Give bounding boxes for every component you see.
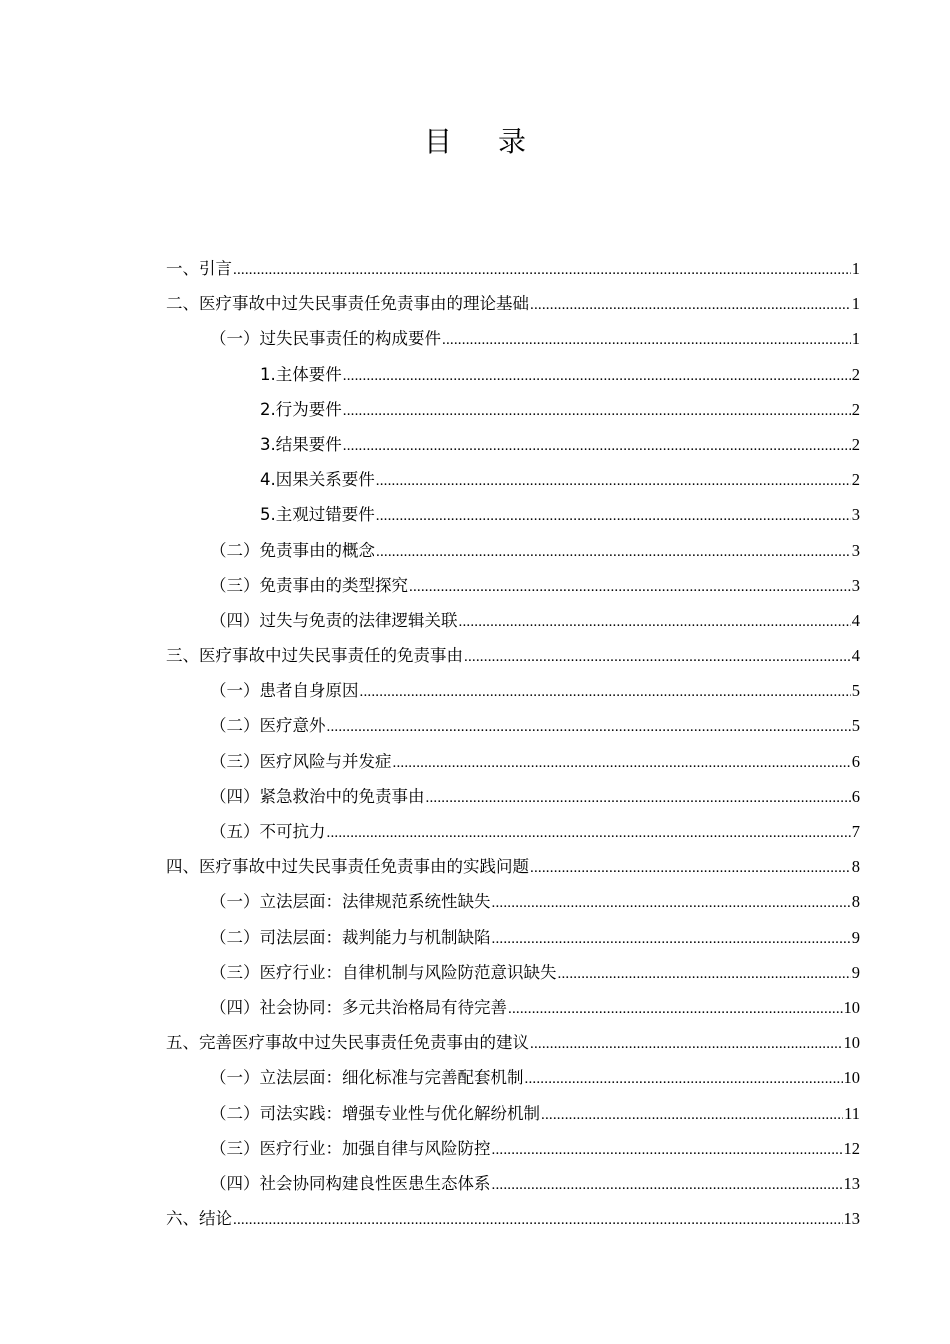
toc-entry[interactable] [166, 392, 860, 427]
dot-leader [508, 992, 843, 1027]
toc-entry[interactable] [166, 427, 860, 462]
dot-leader [525, 1062, 843, 1097]
toc-page-number: 2 [851, 364, 860, 384]
dot-leader [376, 499, 851, 534]
toc-entry-text: （四）社会协同构建良性医患生态体系 [210, 1173, 491, 1193]
dot-leader [343, 359, 851, 394]
toc-entry-text: （四）紧急救治中的免责事由 [210, 786, 425, 806]
toc-entry[interactable] [166, 1166, 860, 1201]
toc-entry-text: 一、引言 [166, 259, 232, 278]
toc-entry-text: （五）不可抗力 [210, 822, 326, 841]
dot-leader [530, 288, 851, 323]
toc-page-number: 10 [843, 1033, 860, 1053]
dot-leader [233, 1203, 843, 1238]
toc-entry[interactable] [166, 955, 860, 990]
dot-leader [530, 851, 851, 886]
toc-entry[interactable] [166, 462, 860, 497]
toc-entry[interactable] [166, 744, 860, 779]
toc-entry[interactable] [166, 814, 860, 849]
toc-entry[interactable] [166, 990, 860, 1025]
toc-entry-text: （二）医疗意外 [210, 716, 326, 736]
toc-page-number: 2 [851, 470, 860, 490]
dot-leader [233, 253, 851, 288]
toc-entry-text: （四）过失与免责的法律逻辑关联 [210, 610, 458, 630]
toc-entry[interactable] [166, 1131, 860, 1166]
dot-leader [442, 323, 851, 358]
toc-page-number: 1 [851, 329, 860, 349]
toc-entry[interactable] [166, 884, 860, 919]
toc-page-number: 2 [851, 434, 860, 454]
toc-entry[interactable] [166, 920, 860, 955]
toc-entry-text: 二、医疗事故中过失民事责任免责事由的理论基础 [166, 294, 529, 314]
toc-entry[interactable] [166, 286, 860, 321]
toc-page-number: 3 [851, 540, 860, 560]
toc-entry[interactable] [166, 638, 860, 673]
toc-entry[interactable] [166, 708, 860, 743]
dot-leader [343, 429, 851, 464]
toc-entry-text: （一）患者自身原因 [210, 681, 359, 701]
toc-entry[interactable] [166, 1060, 860, 1095]
toc-page-number: 9 [851, 962, 860, 982]
toc-entry-text: 五、完善医疗事故中过失民事责任免责事由的建议 [166, 1033, 529, 1053]
toc-entry[interactable] [166, 779, 860, 814]
dot-leader [492, 886, 851, 921]
toc-page-number: 10 [843, 1068, 860, 1088]
toc-page-number: 3 [851, 575, 860, 595]
toc-entry-text: （二）司法层面：裁判能力与机制缺陷 [210, 927, 491, 947]
toc-page-number: 8 [851, 892, 860, 912]
toc-page-number: 4 [851, 610, 860, 630]
toc-entry-text: 5.主观过错要件 [260, 505, 375, 525]
dot-leader [327, 710, 851, 745]
toc-page-number: 1 [851, 259, 860, 278]
toc-page-number: 5 [851, 716, 860, 736]
dot-leader [393, 746, 851, 781]
toc-entry-text: 六、结论 [166, 1209, 232, 1229]
dot-leader [360, 675, 851, 710]
dot-leader [492, 1168, 843, 1203]
toc-entry[interactable] [166, 673, 860, 708]
toc-entry[interactable] [166, 533, 860, 568]
toc-entry[interactable] [166, 251, 860, 286]
toc-entry-text: （二）免责事由的概念 [210, 540, 375, 560]
toc-entry-text: （一）立法层面：细化标准与完善配套机制 [210, 1068, 524, 1088]
toc-page-number: 12 [843, 1138, 860, 1158]
dot-leader [376, 535, 851, 570]
dot-leader [327, 816, 851, 851]
toc-entry[interactable] [166, 497, 860, 532]
dot-leader [343, 394, 851, 429]
dot-leader [376, 464, 851, 499]
toc-page-number: 4 [851, 646, 860, 666]
toc-entry[interactable] [166, 603, 860, 638]
toc-entry-text: 1.主体要件 [260, 364, 342, 384]
toc-entry-text: （三）医疗风险与并发症 [210, 751, 392, 771]
dot-leader [409, 570, 851, 605]
toc-entry-text: （一）过失民事责任的构成要件 [210, 329, 441, 349]
toc-entry-text: 4.因果关系要件 [260, 470, 375, 490]
dot-leader [492, 1133, 843, 1168]
toc-page-number: 8 [851, 857, 860, 877]
toc-entry[interactable] [166, 321, 860, 356]
table-of-contents [166, 251, 860, 1236]
dot-leader [492, 922, 851, 957]
toc-entry-text: 三、医疗事故中过失民事责任的免责事由 [166, 646, 463, 666]
toc-page-number: 6 [851, 751, 860, 771]
dot-leader [541, 1098, 843, 1133]
toc-entry-text: 2.行为要件 [260, 399, 342, 419]
toc-title: 目录 [423, 125, 572, 158]
toc-entry[interactable] [166, 1201, 860, 1236]
toc-entry-text: （二）司法实践：增强专业性与优化解纷机制 [210, 1103, 540, 1123]
toc-entry[interactable] [166, 568, 860, 603]
dot-leader [530, 1027, 843, 1062]
dot-leader [558, 957, 851, 992]
toc-page-number: 10 [843, 997, 860, 1017]
dot-leader [464, 640, 851, 675]
toc-entry-text: 3.结果要件 [260, 434, 342, 454]
toc-entry[interactable] [166, 1025, 860, 1060]
toc-page-number: 13 [843, 1173, 860, 1193]
toc-page-number: 9 [851, 927, 860, 947]
dot-leader [426, 781, 851, 816]
toc-page-number: 7 [851, 822, 860, 841]
toc-page-number: 3 [851, 505, 860, 525]
toc-entry-text: （四）社会协同：多元共治格局有待完善 [210, 997, 507, 1017]
toc-entry-text: （三）医疗行业：自律机制与风险防范意识缺失 [210, 962, 557, 982]
toc-entry[interactable] [166, 357, 860, 392]
toc-page-number: 2 [851, 399, 860, 419]
toc-entry-text: （三）医疗行业：加强自律与风险防控 [210, 1138, 491, 1158]
toc-entry-text: （三）免责事由的类型探究 [210, 575, 408, 595]
toc-page-number: 1 [851, 294, 860, 314]
toc-page-number: 13 [843, 1209, 860, 1229]
toc-entry-text: （一）立法层面：法律规范系统性缺失 [210, 892, 491, 912]
toc-entry[interactable] [166, 849, 860, 884]
toc-page-number: 5 [851, 681, 860, 701]
dot-leader [459, 605, 851, 640]
toc-page-number: 11 [844, 1103, 860, 1123]
toc-entry-text: 四、医疗事故中过失民事责任免责事由的实践问题 [166, 857, 529, 877]
toc-page-number: 6 [851, 786, 860, 806]
toc-entry[interactable] [166, 1096, 860, 1131]
